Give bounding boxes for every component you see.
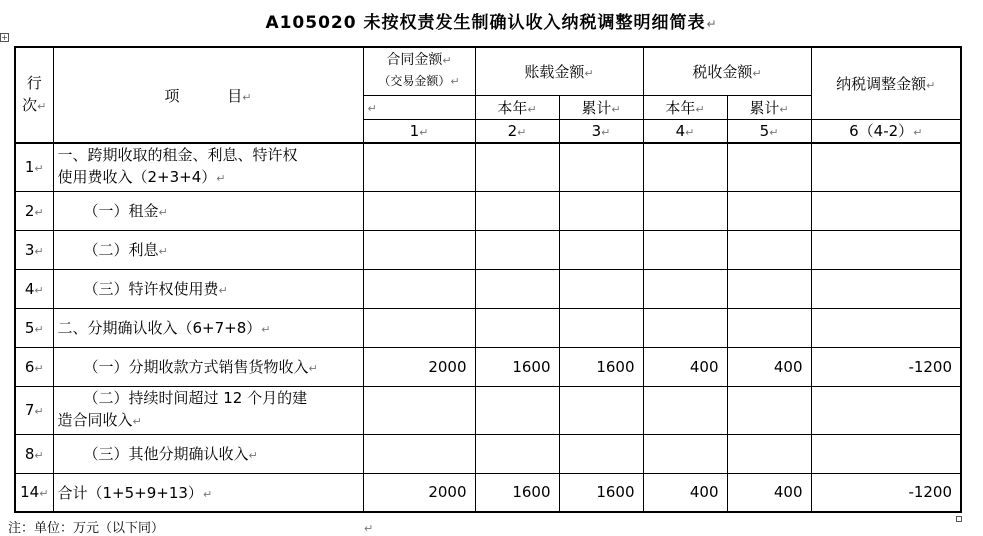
cell-contract[interactable]: 2000 bbox=[363, 473, 475, 512]
header-book-amount bbox=[475, 47, 643, 95]
cell-contract[interactable]: 2000 bbox=[363, 347, 475, 386]
cell-adjust[interactable] bbox=[811, 143, 961, 191]
cell-adjust[interactable] bbox=[811, 308, 961, 347]
row-label-text: （三）特许权使用费 bbox=[83, 280, 219, 298]
paragraph-mark: ↵ bbox=[37, 100, 47, 113]
row-number-text: 5 bbox=[24, 318, 35, 337]
header-adjust-amount-text: 纳税调整金额 bbox=[836, 74, 927, 93]
cell-book-cumulative[interactable] bbox=[559, 191, 643, 230]
row-number bbox=[15, 230, 53, 269]
col-number-4 bbox=[643, 119, 727, 143]
paragraph-mark: ↵ bbox=[218, 284, 228, 297]
cell-adjust[interactable]: -1200 bbox=[811, 473, 961, 512]
row-label bbox=[53, 230, 363, 269]
row-number bbox=[15, 269, 53, 308]
cell-tax-cumulative[interactable] bbox=[727, 143, 811, 191]
col-number-text: 2 bbox=[507, 121, 518, 140]
row-label bbox=[53, 347, 363, 386]
paragraph-mark: ↵ bbox=[34, 283, 44, 297]
cell-tax-current[interactable] bbox=[643, 230, 727, 269]
paragraph-mark: ↵ bbox=[367, 102, 377, 115]
cell-tax-cumulative[interactable]: 400 bbox=[727, 347, 811, 386]
paragraph-mark: ↵ bbox=[158, 245, 168, 258]
table-move-handle-icon[interactable]: + bbox=[1, 33, 8, 42]
cell-tax-current[interactable] bbox=[643, 191, 727, 230]
row-label-text: （一）租金 bbox=[83, 202, 159, 220]
paragraph-mark: ↵ bbox=[34, 244, 44, 258]
cell-tax-cumulative[interactable]: 400 bbox=[727, 473, 811, 512]
row-label-line2: 使用费收入（2+3+4） bbox=[57, 168, 217, 187]
cell-tax-cumulative[interactable] bbox=[727, 191, 811, 230]
cell-adjust[interactable]: -1200 bbox=[811, 347, 961, 386]
row-number bbox=[15, 386, 53, 434]
cell-tax-current[interactable] bbox=[643, 386, 727, 434]
cell-adjust[interactable] bbox=[811, 434, 961, 473]
paragraph-mark: ↵ bbox=[132, 415, 142, 428]
header-book-cumulative bbox=[559, 95, 643, 119]
paragraph-mark: ↵ bbox=[769, 125, 779, 139]
cell-contract[interactable] bbox=[363, 143, 475, 191]
table-row bbox=[15, 269, 961, 308]
row-number-text: 8 bbox=[24, 444, 35, 463]
cell-adjust[interactable] bbox=[811, 269, 961, 308]
header-contract-amount-text: 合同金额 bbox=[386, 52, 443, 69]
row-label bbox=[53, 434, 363, 473]
table-row bbox=[15, 434, 961, 473]
col-number-5 bbox=[727, 119, 811, 143]
cell-tax-current[interactable]: 400 bbox=[643, 347, 727, 386]
cell-contract[interactable] bbox=[363, 386, 475, 434]
table-row bbox=[15, 308, 961, 347]
table-row bbox=[15, 143, 961, 191]
row-number-text: 14 bbox=[20, 483, 40, 502]
current-year-text: 本年 bbox=[497, 98, 528, 117]
cell-book-current[interactable] bbox=[475, 143, 559, 191]
cell-tax-current[interactable] bbox=[643, 269, 727, 308]
paragraph-mark: ↵ bbox=[527, 102, 537, 116]
header-tax-current bbox=[643, 95, 727, 119]
paragraph-mark: ↵ bbox=[34, 162, 44, 176]
cell-tax-current[interactable] bbox=[643, 143, 727, 191]
cell-book-current[interactable] bbox=[475, 386, 559, 434]
header-tax-cumulative bbox=[727, 95, 811, 119]
row-label-text: 二、分期确认收入（6+7+8） bbox=[57, 319, 262, 337]
paragraph-mark: ↵ bbox=[39, 487, 49, 501]
cell-book-cumulative[interactable] bbox=[559, 230, 643, 269]
row-label-text: （三）其他分期确认收入 bbox=[83, 445, 249, 463]
paragraph-mark: ↵ bbox=[308, 362, 318, 375]
cell-book-cumulative[interactable]: 1600 bbox=[559, 473, 643, 512]
paragraph-mark: ↵ bbox=[158, 206, 168, 219]
paragraph-mark: ↵ bbox=[913, 126, 923, 140]
col-number-3 bbox=[559, 119, 643, 143]
paragraph-mark: ↵ bbox=[34, 448, 44, 462]
current-year-text: 本年 bbox=[665, 98, 696, 117]
paragraph-mark: ↵ bbox=[261, 323, 271, 336]
row-label bbox=[53, 191, 363, 230]
paragraph-mark: ↵ bbox=[601, 125, 611, 139]
row-label bbox=[53, 473, 363, 512]
table-resize-handle-icon[interactable] bbox=[956, 516, 962, 522]
cumulative-text: 累计 bbox=[581, 98, 612, 117]
cell-adjust[interactable] bbox=[811, 191, 961, 230]
table-row bbox=[15, 386, 961, 434]
footnote bbox=[8, 517, 373, 536]
paragraph-mark: ↵ bbox=[752, 66, 762, 80]
row-label bbox=[53, 269, 363, 308]
row-number-text: 6 bbox=[24, 357, 35, 376]
cell-book-current[interactable] bbox=[475, 308, 559, 347]
row-number bbox=[15, 143, 53, 191]
footnote-text: 注：单位：万元（以下同） bbox=[8, 521, 165, 536]
cell-contract[interactable] bbox=[363, 308, 475, 347]
header-contract-amount-sub: （交易金额） bbox=[378, 74, 451, 89]
paragraph-mark: ↵ bbox=[584, 66, 594, 80]
cell-book-cumulative[interactable] bbox=[559, 386, 643, 434]
paragraph-mark: ↵ bbox=[34, 361, 44, 375]
paragraph-mark: ↵ bbox=[695, 102, 705, 116]
title-text: A105020 未按权责发生制确认收入纳税调整明细简表 bbox=[265, 13, 706, 33]
paragraph-mark: ↵ bbox=[242, 90, 252, 104]
header-tax-amount-text: 税收金额 bbox=[692, 62, 753, 81]
row-label-line2: 造合同收入 bbox=[57, 411, 133, 429]
paragraph-mark: ↵ bbox=[442, 54, 452, 68]
header-tax-amount bbox=[643, 47, 811, 95]
cell-contract[interactable] bbox=[363, 434, 475, 473]
row-number bbox=[15, 191, 53, 230]
row-number bbox=[15, 308, 53, 347]
col-number-text: 5 bbox=[759, 121, 770, 140]
paragraph-mark: ↵ bbox=[517, 125, 527, 139]
row-number bbox=[15, 434, 53, 473]
row-label-text: 合计（1+5+9+13） bbox=[57, 483, 203, 502]
paragraph-mark: ↵ bbox=[779, 102, 789, 116]
table-row bbox=[15, 347, 961, 386]
row-number-text: 4 bbox=[24, 279, 35, 298]
col-number-text: 4 bbox=[675, 121, 686, 140]
col-number-6 bbox=[811, 119, 961, 143]
header-row-1 bbox=[15, 47, 961, 95]
page-title bbox=[0, 8, 983, 33]
row-number-text: 1 bbox=[24, 158, 35, 177]
paragraph-mark: ↵ bbox=[34, 205, 44, 219]
cell-book-current[interactable]: 1600 bbox=[475, 473, 559, 512]
cell-book-current[interactable] bbox=[475, 230, 559, 269]
cell-contract[interactable] bbox=[363, 191, 475, 230]
table-row bbox=[15, 230, 961, 269]
table-row bbox=[15, 191, 961, 230]
col-number-text: 6（4-2） bbox=[849, 122, 914, 141]
paragraph-mark: ↵ bbox=[364, 522, 374, 535]
cell-contract[interactable] bbox=[363, 269, 475, 308]
cell-tax-current[interactable]: 400 bbox=[643, 473, 727, 512]
cell-book-cumulative[interactable] bbox=[559, 308, 643, 347]
row-number-text: 3 bbox=[24, 240, 35, 259]
col-number-1 bbox=[363, 119, 475, 143]
paragraph-mark: ↵ bbox=[611, 102, 621, 116]
paragraph-mark: ↵ bbox=[216, 172, 226, 186]
cell-book-cumulative[interactable]: 1600 bbox=[559, 347, 643, 386]
paragraph-mark: ↵ bbox=[34, 322, 44, 336]
row-number bbox=[15, 347, 53, 386]
paragraph-mark: ↵ bbox=[34, 405, 44, 418]
total-row bbox=[15, 473, 961, 512]
paragraph-mark: ↵ bbox=[248, 449, 258, 462]
paragraph-mark: ↵ bbox=[685, 125, 695, 139]
paragraph-mark: ↵ bbox=[450, 75, 460, 89]
cell-book-current[interactable] bbox=[475, 434, 559, 473]
row-label bbox=[53, 143, 363, 191]
row-number-text: 2 bbox=[24, 201, 35, 220]
cell-tax-current[interactable] bbox=[643, 434, 727, 473]
cell-adjust[interactable] bbox=[811, 230, 961, 269]
cell-tax-cumulative[interactable] bbox=[727, 434, 811, 473]
cell-tax-cumulative[interactable] bbox=[727, 269, 811, 308]
header-adjust-amount bbox=[811, 47, 961, 119]
col-number-text: 3 bbox=[591, 121, 602, 140]
row-number bbox=[15, 473, 53, 512]
col-number-2 bbox=[475, 119, 559, 143]
header-item-text: 项 目 bbox=[164, 86, 243, 105]
row-label bbox=[53, 386, 363, 434]
cell-tax-cumulative[interactable] bbox=[727, 308, 811, 347]
header-contract-amount bbox=[363, 47, 475, 95]
paragraph-mark: ↵ bbox=[202, 487, 213, 501]
cell-book-current[interactable] bbox=[475, 191, 559, 230]
header-row-no bbox=[15, 47, 53, 143]
cell-book-current[interactable] bbox=[475, 269, 559, 308]
row-label-line1: （二）持续时间超过 12 个月的建 bbox=[83, 389, 308, 407]
header-book-amount-text: 账载金额 bbox=[524, 62, 585, 81]
header-contract-empty bbox=[363, 95, 475, 119]
cell-book-cumulative[interactable] bbox=[559, 269, 643, 308]
cell-book-cumulative[interactable] bbox=[559, 143, 643, 191]
cell-contract[interactable] bbox=[363, 230, 475, 269]
cell-tax-cumulative[interactable] bbox=[727, 230, 811, 269]
row-label bbox=[53, 308, 363, 347]
cell-adjust[interactable] bbox=[811, 386, 961, 434]
row-label-text: （二）利息 bbox=[83, 241, 159, 259]
row-label-text: （一）分期收款方式销售货物收入 bbox=[83, 358, 309, 376]
paragraph-mark: ↵ bbox=[419, 125, 429, 139]
cell-book-current[interactable]: 1600 bbox=[475, 347, 559, 386]
adjustment-table bbox=[14, 46, 962, 513]
cumulative-text: 累计 bbox=[749, 98, 780, 117]
header-item bbox=[53, 47, 363, 143]
paragraph-mark: ↵ bbox=[706, 17, 718, 31]
row-label-line1: 一、跨期收取的租金、利息、特许权 bbox=[57, 146, 298, 165]
paragraph-mark: ↵ bbox=[926, 78, 936, 92]
cell-tax-current[interactable] bbox=[643, 308, 727, 347]
cell-tax-cumulative[interactable] bbox=[727, 386, 811, 434]
col-number-text: 1 bbox=[409, 121, 420, 140]
header-book-current bbox=[475, 95, 559, 119]
row-number-text: 7 bbox=[24, 401, 35, 419]
header-row-no-text: 行次 bbox=[22, 74, 42, 114]
cell-book-cumulative[interactable] bbox=[559, 434, 643, 473]
